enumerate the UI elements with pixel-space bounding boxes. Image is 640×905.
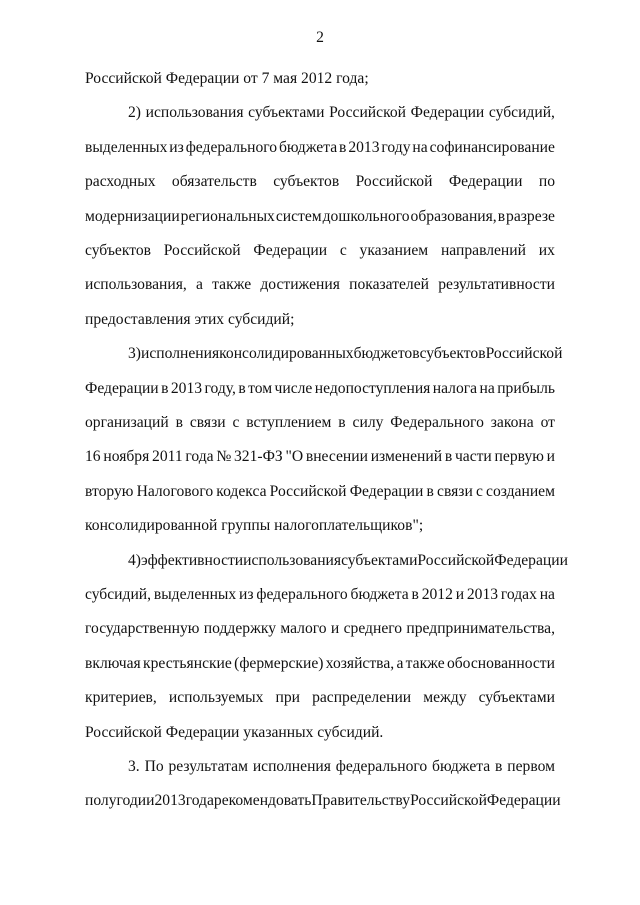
word: с [232,414,240,431]
word: Налогового [136,482,214,500]
text-line [85,207,555,227]
word: году, [204,379,236,397]
word: № [216,448,232,466]
word: года [185,792,214,810]
text-line [85,241,555,261]
word: использования [243,551,342,569]
word: федерального [335,758,428,775]
word: из [169,138,184,156]
word: Российской [410,792,487,810]
text-line: предоставления этих субсидий; [85,310,295,328]
word: (фермерские) [234,654,324,672]
word: выделенных [85,138,168,156]
word: закона [490,414,534,431]
word: году [381,138,411,156]
word: при [275,689,300,707]
word: связи [189,414,226,431]
word: том [248,379,273,397]
word: поддержку [203,620,277,638]
word: результативности [438,276,555,294]
word: По [144,758,164,775]
text-line [85,379,555,399]
word: Российской [163,242,241,259]
word: выделенных [153,586,237,603]
word: субсидий, [488,104,555,122]
word: между [423,689,467,707]
text-line [128,103,555,123]
text-line [85,275,555,295]
word: 321-ФЗ [233,448,283,466]
word: в [426,482,434,500]
word: региональных [180,207,275,225]
word: показателей [349,276,429,294]
word: от [540,414,555,431]
text-line: Российской Федерации указанных субсидий. [85,723,384,741]
word: Федерации [85,379,159,397]
word: модернизации [85,207,180,225]
word: включая [85,654,141,672]
text-line [85,688,555,708]
word: года [185,448,214,466]
text-line [128,757,555,777]
word: малого [280,620,327,638]
word: 2) [128,104,141,122]
word: внесении [305,448,368,466]
word: на [539,586,555,603]
word: софинансирование [429,138,555,156]
word: дошкольного [322,207,410,225]
word: разрезе [506,207,555,225]
word: субъектов [419,345,486,363]
word: в [338,414,346,431]
word: бюджета [432,758,491,775]
text-line [85,172,555,192]
word: с [339,242,347,259]
word: кодекса [216,482,267,500]
word: крестьянские [143,654,232,672]
word: субъектами [341,551,418,569]
word: по [538,173,555,191]
text-line [85,138,555,158]
word: созданием [486,482,555,500]
word: организаций [85,414,169,431]
word: Федерации [486,792,561,810]
word: Правительству [311,792,411,810]
word: в [497,207,506,225]
word: годах [500,586,537,603]
word: 2013 [170,379,203,397]
word: субъектами [478,689,555,707]
word: силу [352,414,384,431]
text-line [85,585,555,605]
word: 4) [128,551,141,569]
word: 2013 [466,586,499,603]
word: бюджетов [353,345,420,363]
word: Федерации [448,173,523,191]
word: субсидий, [85,586,152,603]
word: их [538,242,555,259]
word: бюджета [278,138,338,156]
word: Российской [485,345,563,363]
word: расходных [85,173,156,191]
word: федерального [185,138,278,156]
word: хозяйства, [325,654,395,672]
word: изменений [370,448,443,466]
word: результатам [168,758,248,775]
word: 2012 [421,586,453,603]
word: систем [275,207,322,225]
text-line [128,551,568,571]
word: числе [274,379,313,397]
word: в [444,448,453,466]
text-line [85,654,555,674]
word: в [161,379,169,397]
text-line [85,482,555,502]
word: исполнения [141,345,220,363]
word: на [412,138,428,156]
word: а [396,654,404,672]
word: в [339,138,347,156]
word: федерального [256,586,348,603]
word: налога [432,379,478,397]
word: из [239,586,254,603]
text-line [85,447,555,467]
word: связи [437,482,473,500]
word: части [454,448,492,466]
word: использования, [85,276,187,294]
word: обязательств [171,173,257,191]
word: распределении [312,689,412,707]
word: на [479,379,495,397]
word: полугодии [85,792,155,810]
word: Российской [329,104,406,122]
text-line [85,619,555,639]
word: Российской [355,173,433,191]
word: 2011 [152,448,183,466]
word: недопоступления [314,379,431,397]
word: направлений [440,242,526,259]
word: Российской [269,482,347,500]
word: 3. [128,758,140,775]
word: Российской [417,551,495,569]
word: вторую [85,482,134,500]
word: критериев, [85,689,157,707]
word: Федерации [253,242,328,259]
word: с [475,482,483,500]
word: 16 [85,448,101,466]
word: образования, [410,207,497,225]
word: в [238,379,246,397]
text-line [85,791,561,811]
word: субъектов [273,173,340,191]
word: прибыль [497,379,555,397]
word: первом [507,758,555,775]
word: бюджета [350,586,409,603]
word: обоснованности [446,654,555,672]
word: предпринимательства, [406,620,555,638]
page-number: 2 [316,29,324,46]
word: в [411,586,419,603]
word: вступлением [246,414,332,431]
word: консолидированных [219,345,354,363]
word: государственную [85,620,200,638]
word: и [330,620,340,638]
word: ноября [103,448,150,466]
word: и [546,448,555,466]
text-line: консолидированной группы налогоплательщиков"; [85,517,424,535]
word: эффективности [141,551,244,569]
word: в [175,414,183,431]
word: 3) [128,345,141,363]
word: Федерации [349,482,424,500]
word: Федерального [390,414,484,431]
word: а [196,276,203,294]
word: используемых [168,689,264,707]
text-line [85,413,555,433]
word: использования [145,104,244,122]
word: среднего [343,620,403,638]
word: субъектов [85,242,151,259]
word: также [405,654,445,672]
word: субъектами [248,104,325,122]
word: исполнения [252,758,331,775]
word: рекомендовать [213,792,312,810]
word: Федерации [410,104,485,122]
word: 2013 [154,792,186,810]
word: 2013 [348,138,380,156]
word: и [455,586,465,603]
word: указанием [359,242,429,259]
text-line: Российской Федерации от 7 мая 2012 года; [85,70,369,87]
word: Федерации [494,551,568,569]
word: первую [494,448,544,466]
word: достижения [260,276,340,294]
word: "О [285,448,304,466]
word: в [495,758,503,775]
text-line [128,344,563,364]
word: также [212,276,252,294]
